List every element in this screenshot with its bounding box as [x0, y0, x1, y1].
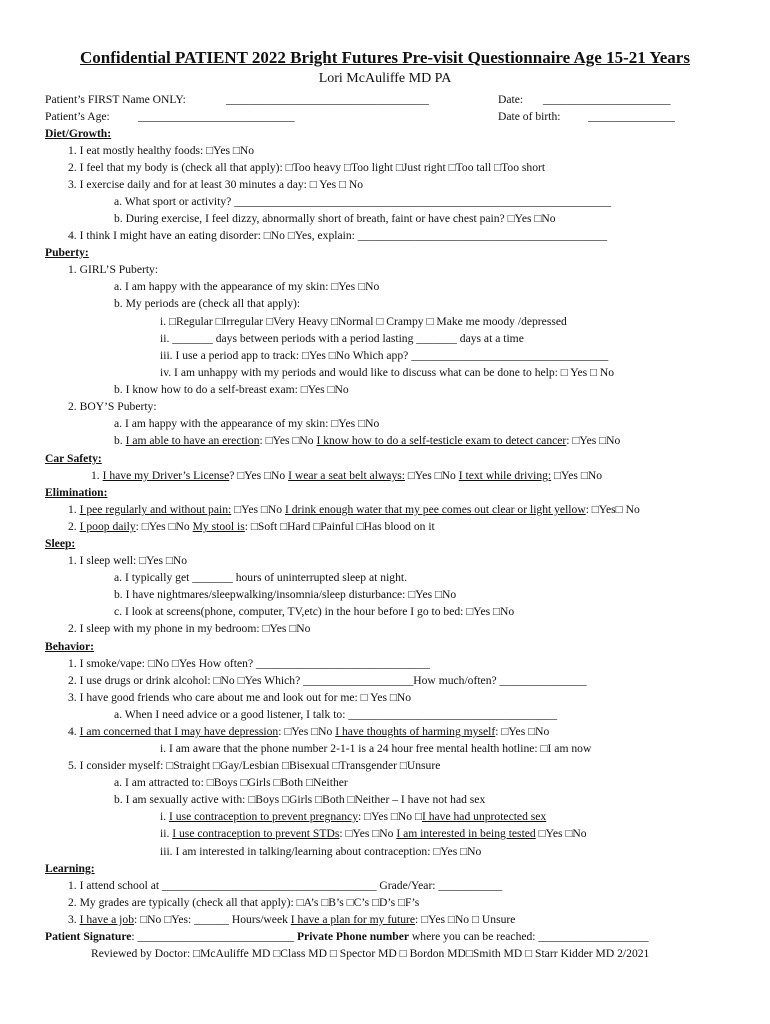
phone-label: Private Phone number [296, 930, 410, 943]
question-smoke-vape[interactable]: 1. I smoke/vape: □No □Yes How often? ______________________________ [68, 657, 430, 670]
question-sport-activity[interactable]: a. What sport or activity? _________________________________________________________________ [114, 195, 611, 208]
question-sexually-active[interactable]: b. I am sexually active with: □Boys □Girls □Both □Neither – I have not had sex [114, 793, 486, 806]
question-exercise-symptoms[interactable]: b. During exercise, I feel dizzy, abnormally short of breath, faint or have chest pain? □Yes □No [114, 212, 556, 225]
phone-field: where you can be reached: ___________________ [409, 930, 649, 943]
question-depression[interactable]: 4. I am concerned that I may have depression: □Yes □No I have thoughts of harming myself: □Yes □No [68, 725, 550, 738]
first-name-field[interactable]: ___________________________________ [226, 93, 429, 106]
question-friends[interactable]: 3. I have good friends who care about me and look out for me: □ Yes □No [68, 691, 412, 704]
question-pee[interactable]: 1. I pee regularly and without pain: □Yes □No I drink enough water that my pee comes out clear or light yellow: □Yes□ No [68, 503, 640, 516]
question-school[interactable]: 1. I attend school at _____________________________________ Grade/Year: ___________ [68, 879, 503, 892]
dob-field[interactable]: _______________ [588, 110, 675, 123]
girls-puberty-heading: 1. GIRL’S Puberty: [68, 263, 159, 276]
section-learning: Learning: [45, 862, 95, 875]
question-period-type[interactable]: i. □Regular □Irregular □Very Heavy □Normal □ Crampy □ Make me moody /depressed [160, 315, 567, 328]
boys-puberty-heading: 2. BOY’S Puberty: [68, 400, 157, 413]
question-drugs-alcohol[interactable]: 2. I use drugs or drink alcohol: □No □Yes Which? ___________________How much/often? _______________ [68, 674, 587, 687]
question-car-safety[interactable]: 1. I have my Driver’s License? □Yes □No I wear a seat belt always: □Yes □No I text while driving: □Yes □No [91, 469, 602, 482]
age-label: Patient’s Age: [45, 110, 110, 123]
section-diet-growth: Diet/Growth: [45, 127, 112, 140]
question-period-interval[interactable]: ii. _______ days between periods with a period lasting _______ days at a time [160, 332, 524, 345]
signature-phone-line[interactable] [45, 930, 649, 944]
question-sleep-well[interactable]: 1. I sleep well: □Yes □No [68, 554, 188, 567]
question-hotline[interactable]: i. I am aware that the phone number 2-1-1 is a 24 hour free mental health hotline: □I am now [160, 742, 592, 755]
date-field[interactable]: ______________________ [543, 93, 671, 106]
section-elimination: Elimination: [45, 486, 108, 499]
age-field[interactable]: ___________________________ [138, 110, 295, 123]
question-attracted-to[interactable]: a. I am attracted to: □Boys □Girls □Both □Neither [114, 776, 348, 789]
section-puberty: Puberty: [45, 246, 89, 259]
question-sleep-disturbance[interactable]: b. I have nightmares/sleepwalking/insomnia/sleep disturbance: □Yes □No [114, 588, 457, 601]
form-title: Confidential PATIENT 2022 Bright Futures Pre-visit Questionnaire Age 15-21 Years [80, 48, 690, 67]
question-periods: b. My periods are (check all that apply): [114, 297, 301, 310]
question-healthy-foods[interactable]: 1. I eat mostly healthy foods: □Yes □No [68, 144, 255, 157]
question-screens[interactable]: c. I look at screens(phone, computer, TV,etc) in the hour before I go to bed: □Yes □No [114, 605, 515, 618]
question-job-future[interactable]: 3. I have a job: □No □Yes: ______ Hours/week I have a plan for my future: □Yes □No □ Unsure [68, 913, 516, 926]
question-body-image[interactable]: 2. I feel that my body is (check all that apply): □Too heavy □Too light □Just right □Too tall □Too short [68, 161, 546, 174]
question-orientation[interactable]: 5. I consider myself: □Straight □Gay/Lesbian □Bisexual □Transgender □Unsure [68, 759, 441, 772]
question-boy-skin[interactable]: a. I am happy with the appearance of my skin: □Yes □No [114, 417, 380, 430]
question-girl-skin[interactable]: a. I am happy with the appearance of my skin: □Yes □No [114, 280, 380, 293]
question-period-unhappy[interactable]: iv. I am unhappy with my periods and would like to discuss what can be done to help: □ Yes □ No [160, 366, 615, 379]
section-behavior: Behavior: [45, 640, 94, 653]
question-boy-erection-testicle[interactable]: b. I am able to have an erection: □Yes □No I know how to do a self-testicle exam to detect cancer: □Yes □No [114, 434, 621, 447]
question-contraception-std[interactable]: ii. I use contraception to prevent STDs: □Yes □No I am interested in being tested □Yes □No [160, 827, 587, 840]
question-eating-disorder[interactable]: 4. I think I might have an eating disorder: □No □Yes, explain: ___________________________________________ [68, 229, 608, 242]
practice-name: Lori McAuliffe MD PA [318, 71, 452, 86]
section-sleep: Sleep: [45, 537, 76, 550]
question-phone-bedroom[interactable]: 2. I sleep with my phone in my bedroom: □Yes □No [68, 622, 311, 635]
section-car-safety: Car Safety: [45, 452, 102, 465]
question-poop[interactable]: 2. I poop daily: □Yes □No My stool is: □Soft □Hard □Painful □Has blood on it [68, 520, 435, 533]
question-breast-exam[interactable]: b. I know how to do a self-breast exam: □Yes □No [114, 383, 349, 396]
reviewed-by-doctor[interactable]: Reviewed by Doctor: □McAuliffe MD □Class MD □ Spector MD □ Bordon MD□Smith MD □ Starr Kidder MD 2/2021 [91, 947, 650, 960]
date-label: Date: [498, 93, 524, 106]
question-contraception-pregnancy[interactable]: i. I use contraception to prevent pregnancy: □Yes □No □I have had unprotected sex [160, 810, 547, 823]
signature-label: Patient Signature [45, 930, 132, 943]
question-advice[interactable]: a. When I need advice or a good listener, I talk to: ____________________________________ [114, 708, 558, 721]
question-period-app[interactable]: iii. I use a period app to track: □Yes □No Which app? __________________________________ [160, 349, 609, 362]
question-sleep-hours[interactable]: a. I typically get _______ hours of uninterrupted sleep at night. [114, 571, 407, 584]
question-grades[interactable]: 2. My grades are typically (check all that apply): □A’s □B’s □C’s □D’s □F’s [68, 896, 420, 909]
signature-field: : ___________________________ [131, 930, 297, 943]
first-name-label: Patient’s FIRST Name ONLY: [45, 93, 186, 106]
question-exercise[interactable]: 3. I exercise daily and for at least 30 minutes a day: □ Yes □ No [68, 178, 364, 191]
question-contraception-talk[interactable]: iii. I am interested in talking/learning about contraception: □Yes □No [160, 845, 482, 858]
dob-label: Date of birth: [498, 110, 561, 123]
